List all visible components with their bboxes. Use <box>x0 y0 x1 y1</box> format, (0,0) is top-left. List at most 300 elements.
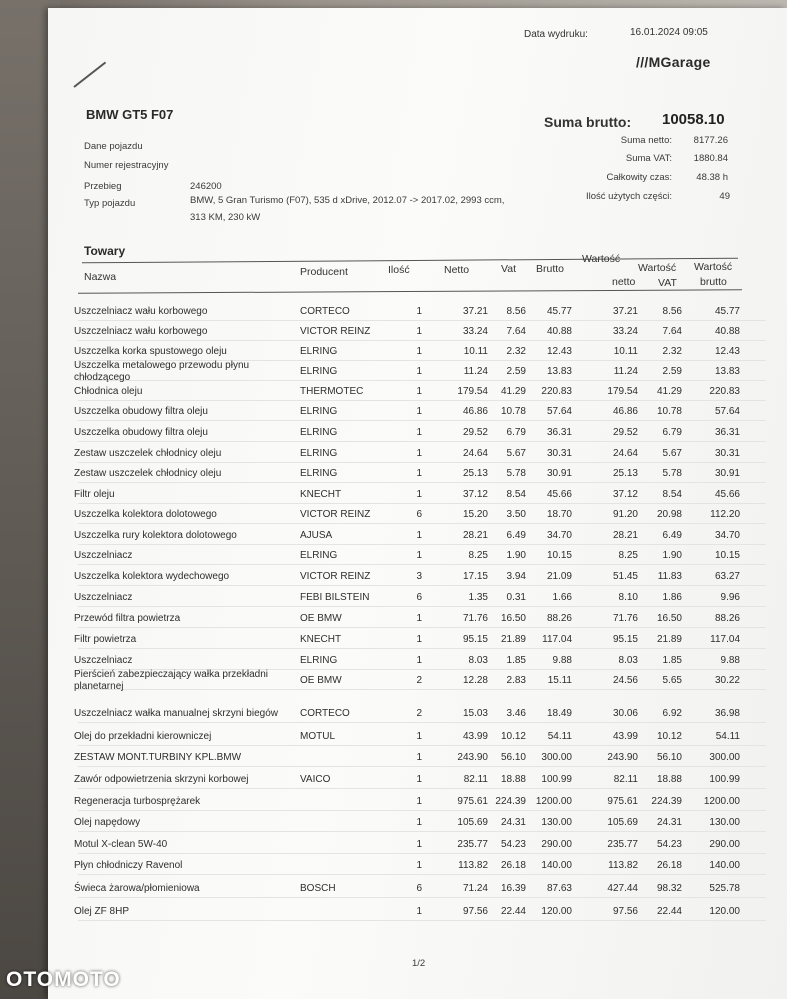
cell-vnet: 91.20 <box>612 509 638 520</box>
row-separator <box>78 606 766 607</box>
col-header-name: Nazwa <box>84 271 117 283</box>
cell-qty: 1 <box>416 817 422 828</box>
cell-vgross: 57.64 <box>714 406 740 417</box>
row-separator <box>78 544 766 545</box>
cell-gross: 18.70 <box>546 509 572 520</box>
col-header-value-vat-2: VAT <box>658 277 677 289</box>
cell-gross: 140.00 <box>541 860 572 871</box>
cell-vgross: 112.20 <box>710 509 740 520</box>
vat-total-value: 1880.84 <box>693 153 728 164</box>
cell-qty: 1 <box>416 550 422 561</box>
cell-vnet: 427.44 <box>607 883 638 894</box>
cell-vat: 2.32 <box>506 346 526 357</box>
cell-name: Uszczelka rury kolektora dolotowego <box>74 530 237 541</box>
cell-producer: FEBI BILSTEIN <box>300 592 370 603</box>
cell-vat: 224.39 <box>495 796 526 807</box>
cell-vgross: 30.22 <box>714 675 740 686</box>
cell-net: 243.90 <box>457 752 488 763</box>
cell-qty: 3 <box>416 571 422 582</box>
cell-producer: ELRING <box>300 468 338 479</box>
cell-vvat: 6.92 <box>662 708 682 719</box>
cell-name: Uszczelniacz wałka manualnej skrzyni biegów <box>74 708 278 719</box>
cell-vvat: 8.56 <box>662 306 682 317</box>
gross-total-value: 10058.10 <box>662 111 725 128</box>
print-date-label: Data wydruku: <box>524 29 588 40</box>
cell-qty: 1 <box>416 489 422 500</box>
cell-name: Uszczelka kolektora wydechowego <box>74 571 230 582</box>
cell-vnet: 24.64 <box>612 448 638 459</box>
cell-name: ZESTAW MONT.TURBINY KPL.BMW <box>74 752 242 763</box>
cell-name: Uszczelniacz <box>74 592 133 603</box>
cell-producer: VAICO <box>300 774 331 785</box>
cell-name: Uszczelniacz <box>74 550 133 561</box>
cell-gross: 54.11 <box>547 731 572 742</box>
cell-producer: AJUSA <box>300 530 333 541</box>
cell-producer: OE BMW <box>300 675 342 686</box>
cell-vgross: 88.26 <box>714 613 740 624</box>
cell-vgross: 525.78 <box>709 883 740 894</box>
cell-gross: 1.66 <box>552 592 572 603</box>
total-time-value: 48.38 h <box>696 172 728 183</box>
cell-gross: 12.43 <box>546 346 572 357</box>
cell-name: Filtr oleju <box>74 489 115 500</box>
cell-net: 37.21 <box>462 306 488 317</box>
cell-net: 82.11 <box>463 774 488 785</box>
cell-vat: 6.49 <box>506 530 526 541</box>
col-header-value-gross-2: brutto <box>700 276 727 288</box>
cell-vvat: 26.18 <box>656 860 682 871</box>
cell-vat: 56.10 <box>500 752 526 763</box>
cell-producer: ELRING <box>300 655 338 666</box>
row-separator <box>78 340 766 341</box>
cell-vat: 3.94 <box>506 571 526 582</box>
goods-section-title: Towary <box>84 244 126 258</box>
cell-vnet: 11.24 <box>613 366 638 377</box>
cell-vnet: 8.25 <box>618 550 638 561</box>
row-separator <box>78 462 766 463</box>
cell-vnet: 243.90 <box>607 752 638 763</box>
cell-gross: 220.83 <box>541 386 572 397</box>
row-separator <box>78 420 766 421</box>
cell-vat: 8.56 <box>506 306 526 317</box>
col-header-value-net-2: netto <box>612 276 636 288</box>
cell-vgross: 1200.00 <box>703 796 740 807</box>
cell-vat: 6.79 <box>506 427 526 438</box>
cell-vgross: 12.43 <box>714 346 740 357</box>
print-date-value: 16.01.2024 09:05 <box>630 27 708 38</box>
cell-vnet: 8.10 <box>618 592 638 603</box>
vehicle-title: BMW GT5 F07 <box>86 107 174 122</box>
cell-name: Zestaw uszczelek chłodnicy oleju <box>74 448 222 459</box>
cell-vgross: 130.00 <box>709 817 740 828</box>
cell-gross: 13.83 <box>546 366 572 377</box>
cell-qty: 1 <box>416 839 422 850</box>
cell-gross: 87.63 <box>546 883 572 894</box>
cell-net: 24.64 <box>462 448 488 459</box>
cell-producer: VICTOR REINZ <box>300 326 371 337</box>
cell-producer: ELRING <box>300 427 338 438</box>
cell-qty: 1 <box>416 860 422 871</box>
vehicle-section-label: Dane pojazdu <box>84 141 143 152</box>
cell-vgross: 120.00 <box>709 906 740 917</box>
cell-net: 10.11 <box>463 346 488 357</box>
cell-vvat: 18.88 <box>656 774 682 785</box>
cell-qty: 1 <box>416 427 422 438</box>
row-separator <box>78 722 766 723</box>
cell-name: Uszczelniacz wału korbowego <box>74 326 208 337</box>
vehicle-type-label: Typ pojazdu <box>84 198 136 209</box>
row-separator <box>78 585 766 586</box>
cell-vnet: 51.45 <box>612 571 638 582</box>
cell-name: Olej do przekładni kierowniczej <box>74 731 212 742</box>
cell-vvat: 2.32 <box>662 346 682 357</box>
row-separator <box>78 831 766 832</box>
cell-producer: VICTOR REINZ <box>300 509 371 520</box>
cell-qty: 1 <box>416 731 422 742</box>
cell-vgross: 45.66 <box>714 489 740 500</box>
cell-qty: 1 <box>416 796 422 807</box>
cell-vnet: 97.56 <box>612 906 638 917</box>
cell-gross: 9.88 <box>552 655 572 666</box>
mileage-label: Przebieg <box>84 181 122 192</box>
cell-gross: 30.31 <box>546 448 572 459</box>
cell-vnet: 25.13 <box>612 468 638 479</box>
row-separator <box>78 766 766 767</box>
parts-count-label: Ilość użytych części: <box>585 191 672 202</box>
row-separator <box>78 441 766 442</box>
cell-vvat: 16.50 <box>656 613 682 624</box>
cell-vvat: 10.78 <box>656 406 682 417</box>
cell-gross: 1200.00 <box>535 796 572 807</box>
cell-name: Uszczelka metalowego przewodu płynu chłodzącego <box>74 360 250 383</box>
cell-vgross: 45.77 <box>714 306 740 317</box>
cell-net: 8.03 <box>468 655 488 666</box>
cell-gross: 88.26 <box>546 613 572 624</box>
cell-vnet: 8.03 <box>618 655 638 666</box>
cell-net: 46.86 <box>462 406 488 417</box>
cell-vvat: 22.44 <box>656 906 682 917</box>
cell-gross: 120.00 <box>541 906 572 917</box>
cell-gross: 15.11 <box>547 675 572 686</box>
cell-gross: 21.09 <box>546 571 572 582</box>
cell-producer: OE BMW <box>300 613 342 624</box>
cell-vvat: 5.67 <box>662 448 682 459</box>
cell-net: 29.52 <box>462 427 488 438</box>
cell-gross: 300.00 <box>541 752 572 763</box>
garage-logo: ///MGarage <box>636 54 711 70</box>
cell-vat: 22.44 <box>500 906 526 917</box>
cell-vgross: 34.70 <box>714 530 740 541</box>
cell-name: Motul X-clean 5W-40 <box>74 839 168 850</box>
cell-name: Filtr powietrza <box>74 634 137 645</box>
cell-vgross: 10.15 <box>714 550 740 561</box>
cell-qty: 1 <box>416 326 422 337</box>
cell-vnet: 975.61 <box>607 796 638 807</box>
row-separator <box>78 564 766 565</box>
net-total-label: Suma netto: <box>620 135 672 146</box>
cell-producer: ELRING <box>300 406 338 417</box>
cell-name: Olej napędowy <box>74 817 141 828</box>
cell-vat: 2.59 <box>506 366 526 377</box>
cell-qty: 1 <box>416 530 422 541</box>
cell-vat: 5.67 <box>506 448 526 459</box>
cell-net: 179.54 <box>457 386 488 397</box>
col-header-gross: Brutto <box>536 263 565 275</box>
cell-vgross: 54.11 <box>715 731 740 742</box>
row-separator <box>78 648 766 649</box>
parts-count-value: 49 <box>719 191 730 202</box>
cell-producer: CORTECO <box>300 708 350 719</box>
cell-name: Przewód filtra powietrza <box>74 613 181 624</box>
row-separator <box>78 810 766 811</box>
cell-vvat: 5.65 <box>662 675 682 686</box>
cell-vnet: 105.69 <box>607 817 638 828</box>
cell-name: Uszczelka obudowy filtra oleju <box>74 406 208 417</box>
cell-net: 11.24 <box>463 366 488 377</box>
col-header-qty: Ilość <box>388 264 410 276</box>
cell-qty: 1 <box>416 448 422 459</box>
cell-vvat: 10.12 <box>656 731 682 742</box>
cell-vat: 7.64 <box>506 326 526 337</box>
cell-name: Olej ZF 8HP <box>74 906 130 917</box>
cell-net: 1.35 <box>468 592 488 603</box>
cell-vat: 41.29 <box>500 386 526 397</box>
cell-gross: 290.00 <box>541 839 572 850</box>
cell-qty: 1 <box>416 655 422 666</box>
cell-vat: 8.54 <box>506 489 526 500</box>
cell-vnet: 30.06 <box>612 708 638 719</box>
cell-vnet: 37.12 <box>612 489 638 500</box>
cell-gross: 30.91 <box>546 468 572 479</box>
cell-qty: 1 <box>416 634 422 645</box>
cell-vat: 0.31 <box>506 592 526 603</box>
cell-qty: 1 <box>416 346 422 357</box>
cell-vvat: 7.64 <box>662 326 682 337</box>
row-separator <box>78 320 766 321</box>
cell-producer: BOSCH <box>300 883 336 894</box>
cell-vgross: 36.98 <box>714 708 740 719</box>
document-page <box>48 8 787 999</box>
cell-vvat: 8.54 <box>662 489 682 500</box>
cell-gross: 36.31 <box>546 427 572 438</box>
cell-vgross: 220.83 <box>709 386 740 397</box>
cell-gross: 18.49 <box>546 708 572 719</box>
cell-producer: ELRING <box>300 346 338 357</box>
cell-vgross: 290.00 <box>709 839 740 850</box>
cell-vgross: 117.04 <box>710 634 740 645</box>
cell-name: Regeneracja turbosprężarek <box>74 796 201 807</box>
cell-vat: 10.12 <box>500 731 526 742</box>
cell-net: 43.99 <box>462 731 488 742</box>
cell-vvat: 11.83 <box>657 571 682 582</box>
cell-vat: 16.50 <box>500 613 526 624</box>
cell-vnet: 43.99 <box>612 731 638 742</box>
cell-vvat: 24.31 <box>656 817 682 828</box>
cell-net: 25.13 <box>462 468 488 479</box>
cell-net: 95.15 <box>462 634 488 645</box>
page-number: 1/2 <box>412 958 426 969</box>
cell-net: 235.77 <box>457 839 488 850</box>
cell-net: 71.24 <box>462 883 488 894</box>
cell-net: 113.82 <box>458 860 488 871</box>
cell-net: 105.69 <box>457 817 488 828</box>
cell-vnet: 71.76 <box>612 613 638 624</box>
row-separator <box>78 788 766 789</box>
cell-qty: 1 <box>416 752 422 763</box>
cell-vnet: 235.77 <box>607 839 638 850</box>
cell-vat: 2.83 <box>506 675 526 686</box>
cell-gross: 10.15 <box>546 550 572 561</box>
cell-net: 8.25 <box>468 550 488 561</box>
col-header-value-vat-1: Wartość <box>638 262 677 274</box>
cell-vgross: 40.88 <box>714 326 740 337</box>
cell-vgross: 30.31 <box>714 448 740 459</box>
cell-vat: 16.39 <box>500 883 526 894</box>
cell-qty: 6 <box>416 883 422 894</box>
row-separator <box>78 853 766 854</box>
cell-vgross: 9.96 <box>720 592 740 603</box>
cell-vgross: 63.27 <box>714 571 740 582</box>
net-total-value: 8177.26 <box>693 135 728 146</box>
cell-vvat: 98.32 <box>656 883 682 894</box>
cell-vvat: 224.39 <box>651 796 682 807</box>
cell-qty: 6 <box>416 592 422 603</box>
cell-name: Pierścień zabezpieczający wałka przekładni planetarnej <box>74 669 268 692</box>
cell-vat: 18.88 <box>500 774 526 785</box>
cell-vnet: 95.15 <box>612 634 638 645</box>
header-bottom-rule <box>78 289 742 293</box>
cell-vnet: 29.52 <box>612 427 638 438</box>
cell-name: Płyn chłodniczy Ravenol <box>74 860 183 871</box>
cell-vat: 3.50 <box>506 509 526 520</box>
row-separator <box>78 400 766 401</box>
cell-gross: 57.64 <box>546 406 572 417</box>
cell-vat: 54.23 <box>500 839 526 850</box>
cell-net: 17.15 <box>462 571 488 582</box>
cell-vvat: 56.10 <box>656 752 682 763</box>
cell-qty: 1 <box>416 406 422 417</box>
gross-total-label: Suma brutto: <box>544 114 632 130</box>
registration-label: Numer rejestracyjny <box>84 160 169 171</box>
col-header-net: Netto <box>444 264 470 276</box>
cell-vgross: 140.00 <box>709 860 740 871</box>
cell-name: Zawór odpowietrzenia skrzyni korbowej <box>74 774 249 785</box>
cell-qty: 1 <box>416 386 422 397</box>
cell-vvat: 1.86 <box>662 592 682 603</box>
cell-gross: 130.00 <box>541 817 572 828</box>
cell-qty: 2 <box>416 675 422 686</box>
row-separator <box>78 874 766 875</box>
cell-qty: 1 <box>416 774 422 785</box>
cell-vat: 5.78 <box>506 468 526 479</box>
cell-vnet: 179.54 <box>607 386 638 397</box>
cell-producer: THERMOTEC <box>300 386 364 397</box>
cell-gross: 45.66 <box>546 489 572 500</box>
cell-net: 15.20 <box>462 509 488 520</box>
cell-name: Uszczelka korka spustowego oleju <box>74 346 227 357</box>
cell-vat: 3.46 <box>506 708 526 719</box>
cell-qty: 1 <box>416 366 422 377</box>
cell-net: 33.24 <box>462 326 488 337</box>
cell-vat: 1.90 <box>506 550 526 561</box>
cell-vvat: 5.78 <box>662 468 682 479</box>
total-time-label: Całkowity czas: <box>606 172 672 183</box>
cell-gross: 34.70 <box>546 530 572 541</box>
cell-producer: VICTOR REINZ <box>300 571 371 582</box>
cell-gross: 117.04 <box>542 634 572 645</box>
cell-name: Uszczelka kolektora dolotowego <box>74 509 217 520</box>
cell-vat: 21.89 <box>500 634 526 645</box>
cell-net: 71.76 <box>462 613 488 624</box>
cell-vgross: 36.31 <box>714 427 740 438</box>
row-separator <box>78 627 766 628</box>
cell-name: Uszczelniacz wału korbowego <box>74 306 208 317</box>
cell-net: 28.21 <box>462 530 488 541</box>
cell-producer: MOTUL <box>300 731 335 742</box>
cell-qty: 2 <box>416 708 422 719</box>
cell-net: 12.28 <box>462 675 488 686</box>
cell-name: Zestaw uszczelek chłodnicy oleju <box>74 468 222 479</box>
cell-net: 975.61 <box>457 796 488 807</box>
row-separator <box>78 897 766 898</box>
cell-vnet: 113.82 <box>608 860 638 871</box>
otomoto-watermark: OTOMOTO <box>6 968 121 991</box>
cell-gross: 40.88 <box>546 326 572 337</box>
col-header-value-net-1: Wartość <box>582 253 621 265</box>
cell-vat: 10.78 <box>500 406 526 417</box>
cell-vnet: 33.24 <box>612 326 638 337</box>
cell-qty: 1 <box>416 906 422 917</box>
cell-vnet: 24.56 <box>612 675 638 686</box>
cell-vvat: 21.89 <box>656 634 682 645</box>
vat-total-label: Suma VAT: <box>625 153 672 164</box>
cell-producer: KNECHT <box>300 634 342 645</box>
cell-qty: 1 <box>416 306 422 317</box>
col-header-vat: Vat <box>501 263 516 275</box>
col-header-producer: Producent <box>300 266 348 278</box>
cell-producer: KNECHT <box>300 489 342 500</box>
cell-vnet: 46.86 <box>612 406 638 417</box>
cell-vnet: 82.11 <box>613 774 638 785</box>
cell-qty: 1 <box>416 468 422 479</box>
cell-vgross: 100.99 <box>709 774 740 785</box>
vehicle-type-line2: 313 KM, 230 kW <box>190 212 261 223</box>
cell-vat: 26.18 <box>500 860 526 871</box>
cell-vvat: 6.79 <box>662 427 682 438</box>
col-header-value-gross-1: Wartość <box>694 261 733 273</box>
row-separator <box>78 920 766 921</box>
cell-gross: 100.99 <box>541 774 572 785</box>
cell-name: Uszczelniacz <box>74 655 133 666</box>
pen-mark <box>73 62 106 88</box>
cell-gross: 45.77 <box>546 306 572 317</box>
row-separator <box>78 523 766 524</box>
cell-vat: 24.31 <box>500 817 526 828</box>
cell-vgross: 9.88 <box>720 655 740 666</box>
cell-vvat: 54.23 <box>656 839 682 850</box>
cell-vvat: 1.85 <box>662 655 682 666</box>
cell-producer: ELRING <box>300 550 338 561</box>
cell-vnet: 10.11 <box>613 346 638 357</box>
cell-vgross: 13.83 <box>714 366 740 377</box>
cell-net: 15.03 <box>462 708 488 719</box>
row-separator <box>78 745 766 746</box>
cell-vgross: 300.00 <box>709 752 740 763</box>
cell-net: 97.56 <box>462 906 488 917</box>
cell-name: Chłodnica oleju <box>74 386 143 397</box>
row-separator <box>78 503 766 504</box>
cell-qty: 1 <box>416 613 422 624</box>
